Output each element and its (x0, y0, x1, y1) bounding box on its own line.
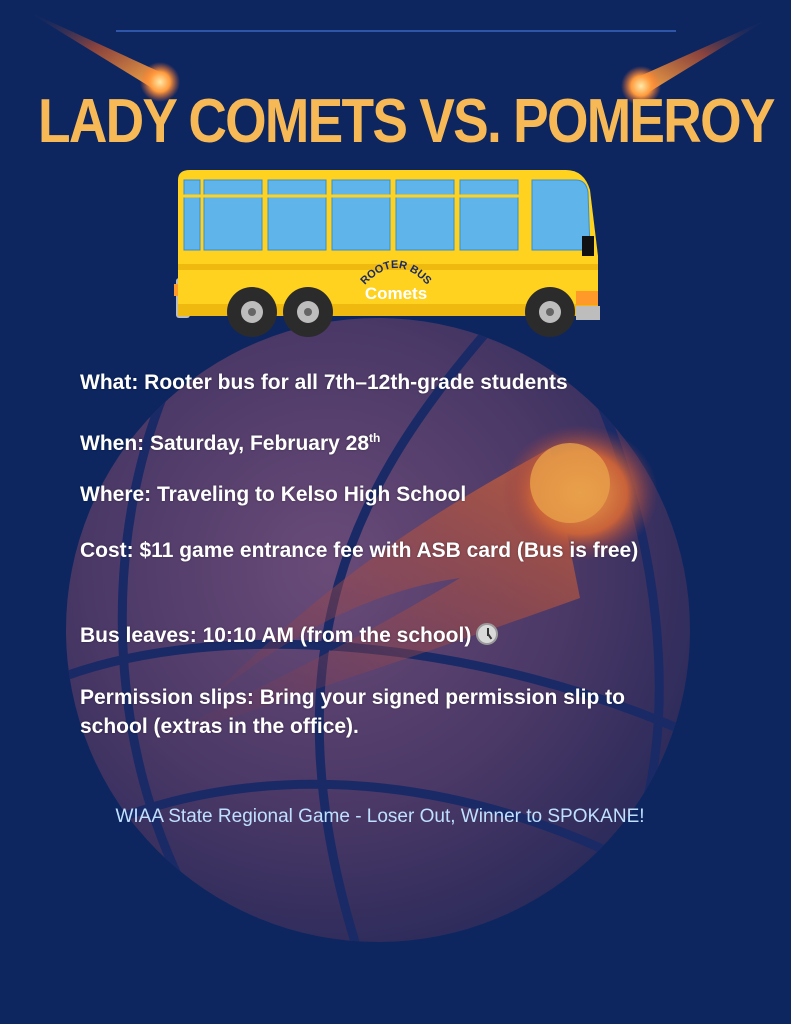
bus-logo-text: Comets (364, 284, 428, 303)
detail-when (80, 424, 700, 458)
detail-cost: Cost: $11 game entrance fee with ASB card (Bus is free) (80, 539, 639, 562)
detail-when-text: When: Saturday, February 28 (80, 432, 370, 455)
detail-what: What: Rooter bus for all 7th–12th-grade students (80, 371, 568, 394)
detail-permission: Permission slips: Bring your signed permission slip to school (extras in the office). (80, 686, 625, 738)
clock-icon (476, 623, 498, 645)
detail-where: Where: Traveling to Kelso High School (80, 483, 467, 506)
page-title: LADY COMETS VS. POMEROY (38, 87, 774, 156)
footer-note: WIAA State Regional Game - Loser Out, Winner to SPOKANE! (115, 806, 645, 827)
detail-bus-leaves-text: Bus leaves: 10:10 AM (from the school) (80, 624, 472, 647)
top-divider (116, 30, 676, 32)
svg-text:ROOTER BUS: ROOTER BUS (358, 258, 434, 288)
detail-when-suffix: th (369, 431, 381, 445)
detail-bus-leaves (80, 621, 700, 650)
